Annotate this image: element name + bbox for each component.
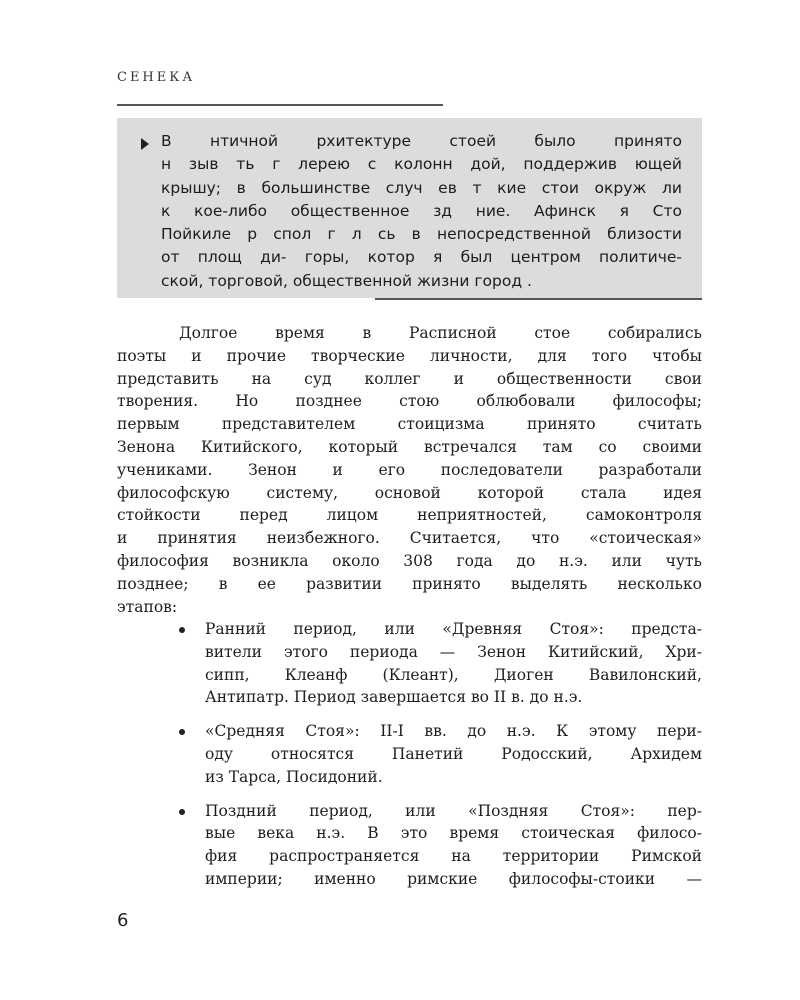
list-item-line: сипп, Клеанф (Клеант), Диоген Вавилонский, [205, 665, 702, 684]
body-line: поэты и прочие творческие личности, для того чтобы [117, 346, 702, 365]
body-line: Долгое время в Расписной стое собирались [179, 324, 702, 342]
bullet-icon [179, 809, 185, 815]
list-item-line: из Тарса, Посидоний. [205, 767, 383, 786]
list-item-line: вители этого периода — Зенон Китийский, Хри- [205, 642, 702, 661]
list-item [175, 800, 702, 891]
body-line: Зенона Китийского, который встречался там со своими [117, 437, 702, 456]
sidebar-line: ской, торговой, общественной жизни город . [161, 271, 532, 290]
body-line: стойкости перед лицом неприятностей, самоконтроля [117, 506, 702, 525]
header-rule [117, 104, 443, 106]
body-line: представить на суд коллег и общественности свои [117, 369, 702, 388]
sidebar-text [161, 130, 682, 293]
body-line: и принятия неизбежного. Считается, что «стоическая» [117, 529, 702, 548]
list-item-line: вые века н.э. В это время стоическая филосо- [205, 824, 702, 843]
body-line: творения. Но позднее стою облюбовали философы; [117, 392, 702, 411]
list-item [175, 720, 702, 788]
sidebar-rule [375, 298, 702, 300]
sidebar-line: крышу; в большинстве случ ев т кие стои окруж ли [161, 178, 682, 197]
sidebar-line: от площ ди- горы, котор я был центром политиче- [161, 248, 682, 267]
list-item [175, 618, 702, 709]
body-line: философскую систему, основой которой стала идея [117, 483, 702, 502]
running-head: СЕНЕКА [117, 70, 196, 85]
bullet-list [175, 618, 702, 902]
sidebar-box [117, 118, 702, 298]
body-line: учениками. Зенон и его последователи разработали [117, 460, 702, 479]
bullet-icon [179, 729, 185, 735]
body-line: позднее; в ее развитии принято выделять несколько [117, 574, 702, 593]
list-item-line: «Средняя Стоя»: II-I вв. до н.э. К этому пери- [205, 722, 702, 741]
list-item-line: фия распространяется на территории Римской [205, 847, 702, 866]
body-paragraph [117, 322, 702, 618]
list-item-line: Ранний период, или «Древняя Стоя»: предста- [205, 620, 702, 638]
list-item-line: Антипатр. Период завершается во II в. до н.э. [205, 688, 583, 707]
sidebar-line: Пойкиле р спол г л сь в непосредственной близости [161, 225, 682, 244]
list-item-line: Поздний период, или «Поздняя Стоя»: пер- [205, 801, 702, 820]
sidebar-line: н зыв ть г лерею с колонн дой, поддержив ющей [161, 155, 682, 174]
bullet-icon [179, 627, 185, 633]
body-line: этапов: [117, 597, 178, 616]
triangle-marker-icon [141, 138, 149, 150]
sidebar-line: В нтичной рхитектуре стоей было принято [161, 132, 682, 150]
body-line: философия возникла около 308 года до н.э. или чуть [117, 551, 702, 570]
body-line: первым представителем стоицизма принято считать [117, 415, 702, 434]
list-item-line: оду относятся Панетий Родосский, Архидем [205, 744, 702, 763]
page-number: 6 [117, 910, 129, 931]
list-item-line: империи; именно римские философы-стоики — [205, 869, 702, 888]
sidebar-line: к кое-либо общественное зд ние. Афинск я Сто [161, 201, 682, 220]
